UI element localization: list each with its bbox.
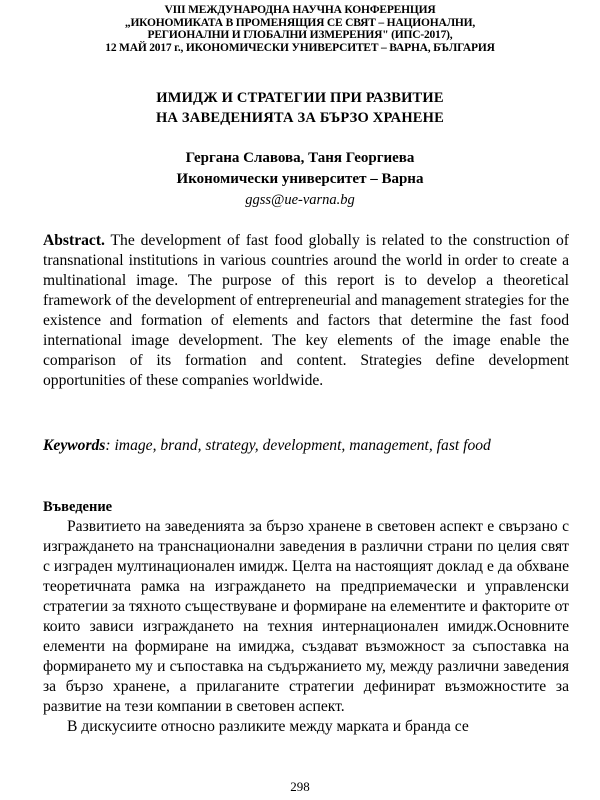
keywords-label: Keywords xyxy=(43,437,106,454)
keywords-separator: : xyxy=(105,437,111,454)
header-line-4: 12 МАЙ 2017 г., ИКОНОМИЧЕСКИ УНИВЕРСИТЕТ – ВАРНА, БЪЛГАРИЯ xyxy=(105,41,495,54)
introduction-paragraph-1: Развитието на заведенията за бързо хранене в световен аспект е свързано с изграждането на транснационални заведения в различни страни по целия свят с изграден мултинационален имидж. Целта на настоящият доклад е да обхване теоретичната рамка на изграждането на предприемачески и управленски стратегии за тяхното съществуване и формиране на елементите и факторите от които зависи изграждането на техния интернационален имидж.Основните елементи на формиране на имиджа, създават възможност за съпоставка на формирането му и съпоставка на съдържанието му, между различни заведения за бързо хранене, а прилаганите стратегии дефинират възможностите за развитие на тези компании в световен аспект. xyxy=(43,518,569,715)
header-line-3: РЕГИОНАЛНИ И ГЛОБАЛНИ ИЗМЕРЕНИЯ" (ИПС-2017), xyxy=(147,29,453,41)
introduction-paragraph-2: В дискусиите относно разликите между марката и бранда се xyxy=(67,718,469,735)
abstract-label: Abstract. xyxy=(43,232,105,249)
paper-title xyxy=(30,88,570,128)
abstract-paragraph xyxy=(43,231,569,391)
conference-header xyxy=(30,4,570,54)
title-line-1: ИМИДЖ И СТРАТЕГИИ ПРИ РАЗВИТИЕ xyxy=(156,90,444,106)
author-affiliation: Икономически университет – Варна xyxy=(176,171,424,187)
keywords-list: image, brand, strategy, development, management, fast food xyxy=(110,437,491,454)
title-line-2: НА ЗАВЕДЕНИЯТА ЗА БЪРЗО ХРАНЕНЕ xyxy=(155,110,445,126)
page-number: 298 xyxy=(290,779,310,794)
header-line-1: VIII МЕЖДУНАРОДНА НАУЧНА КОНФЕРЕНЦИЯ xyxy=(164,4,436,16)
author-block xyxy=(30,148,570,190)
abstract-text: The development of fast food globally is related to the construction of transnational institutions in various countries around the world in order to create a multinational image. The purpose of this report is to develop a theoretical framework of the development of entrepreneurial and management strategies for the existence and formation of elements and factors that determine the fast food international image development. The key elements of the image enable the comparison of its formation and content. Strategies define development opportunities of these companies worldwide. xyxy=(43,232,569,389)
introduction-heading: Въведение xyxy=(43,499,113,515)
header-line-2: „ИКОНОМИКАТА В ПРОМЕНЯЩИЯ СЕ СВЯТ – НАЦИОНАЛНИ, xyxy=(124,16,476,29)
author-email: ggss@ue-varna.bg xyxy=(245,192,355,208)
introduction-body xyxy=(43,517,569,737)
keywords-paragraph xyxy=(43,436,569,456)
author-names: Гергана Славова, Таня Георгиева xyxy=(185,150,415,166)
